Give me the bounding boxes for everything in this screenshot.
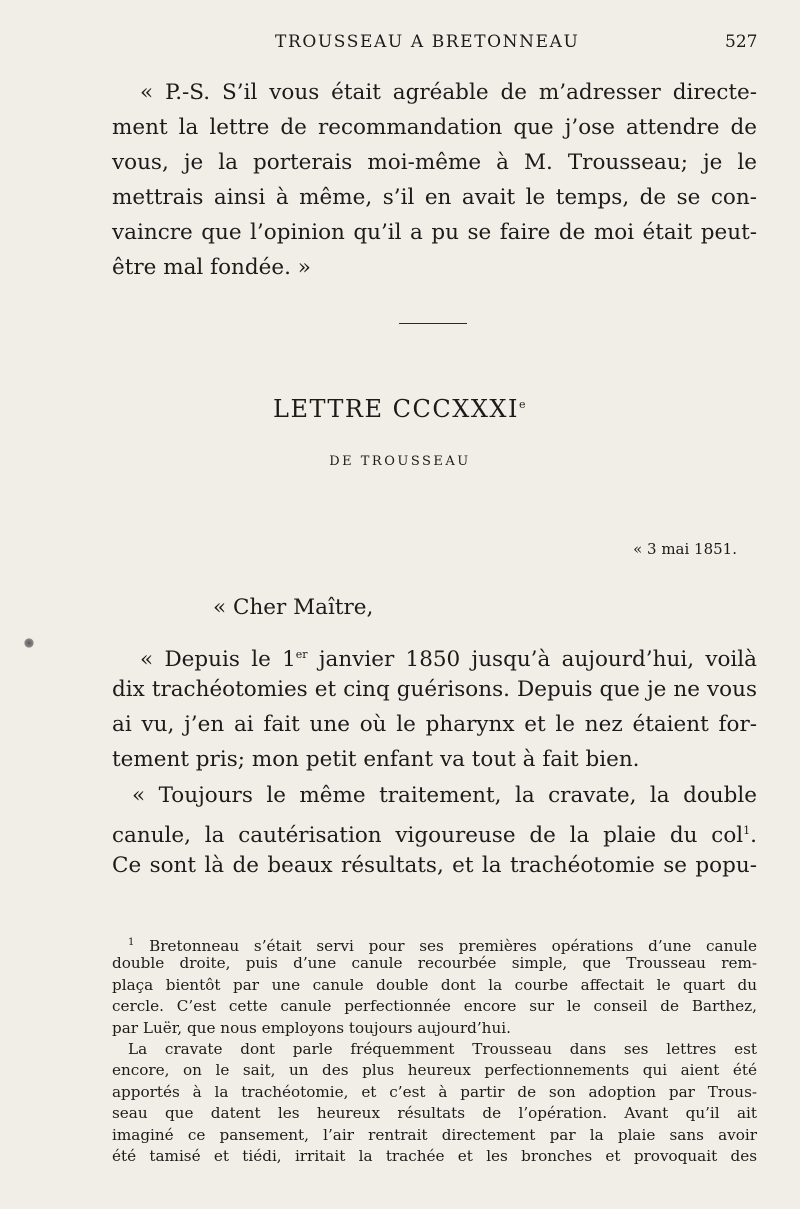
text-fragment: « Depuis le 1 (140, 647, 296, 673)
text-line: ai vu, j’en ai fait une où le pharynx et le nez étaient for- (112, 712, 757, 737)
letter-paragraph-2 (112, 778, 757, 883)
text-fragment: . (750, 823, 757, 849)
footnote-line: seau que datent les heureux résultats de l’opération. Avant qu’il ait (112, 1104, 757, 1123)
text-line: Ce sont là de beaux résultats, et la trachéotomie se popu- (112, 853, 757, 878)
letter-salutation: « Cher Maître, (213, 595, 374, 620)
text-line: être mal fondée. » (112, 255, 311, 280)
footnote-line: imaginé ce pansement, l’air rentrait directement par la plaie sans avoir (112, 1125, 757, 1144)
text-line: vaincre que l’opinion qu’il a pu se faire de moi était peut- (112, 220, 757, 245)
letter-date: « 3 mai 1851. (633, 540, 737, 558)
footnote-line: encore, on le sait, un des plus heureux perfectionnements qui aient été (112, 1061, 757, 1080)
footnote (112, 932, 757, 1167)
footnote-line: La cravate dont parle fréquemment Trousseau dans ses lettres est (128, 1039, 757, 1058)
letter-title (0, 395, 800, 423)
text-line: mettrais ainsi à même, s’il en avait le temps, de se con- (112, 185, 757, 210)
page-number: 527 (725, 32, 758, 52)
letter-paragraph-1 (112, 637, 757, 777)
letter-title-text: LETTRE CCCXXXI (273, 395, 519, 423)
text-line: ment la lettre de recommandation que j’ose attendre de (112, 115, 757, 140)
footnote-line: cercle. C’est cette canule perfectionnée encore sur le conseil de Barthez, (112, 997, 757, 1016)
footnote-line: apportés à la trachéotomie, et c’est à partir de son adoption par Trous- (112, 1082, 757, 1101)
postscript-paragraph (112, 75, 757, 285)
text-line: tement pris; mon petit enfant va tout à fait bien. (112, 747, 640, 772)
running-title: TROUSSEAU A BRETONNEAU (275, 32, 580, 52)
footnote-line: été tamisé et tiédi, irritait la trachée et les bronches et provoquait des (112, 1146, 757, 1165)
print-blemish (24, 638, 34, 648)
footnote-reference: 1 (743, 824, 751, 837)
footnote-line: plaça bientôt par une canule double dont la courbe affectait le quart du (112, 975, 757, 994)
letter-title-superscript: e (518, 398, 527, 411)
running-header (0, 32, 800, 56)
footnote-marker: 1 (128, 937, 135, 948)
text-fragment: canule, la cautérisation vigoureuse de la plaie du col (112, 823, 744, 849)
text-line (112, 813, 757, 848)
section-divider (399, 323, 467, 324)
letter-author: DE TROUSSEAU (329, 454, 471, 469)
footnote-line (112, 932, 757, 956)
text-line: « P.-S. S’il vous était agréable de m’adresser directe- (140, 80, 757, 105)
text-fragment: janvier 1850 jusqu’à aujourd’hui, voilà (307, 647, 757, 673)
text-line (112, 637, 757, 672)
superscript: er (295, 648, 308, 661)
text-line: « Toujours le même traitement, la cravate, la double (132, 783, 757, 808)
text-fragment: Bretonneau s’était servi pour ses premières opérations d’une canule (134, 937, 757, 956)
text-line: dix trachéotomies et cinq guérisons. Depuis que je ne vous (112, 677, 757, 702)
footnote-line: par Luër, que nous employons toujours aujourd’hui. (112, 1018, 511, 1037)
text-line: vous, je la porterais moi-même à M. Trousseau; je le (112, 150, 757, 175)
footnote-line: double droite, puis d’une canule recourbée simple, que Trousseau rem- (112, 954, 757, 973)
